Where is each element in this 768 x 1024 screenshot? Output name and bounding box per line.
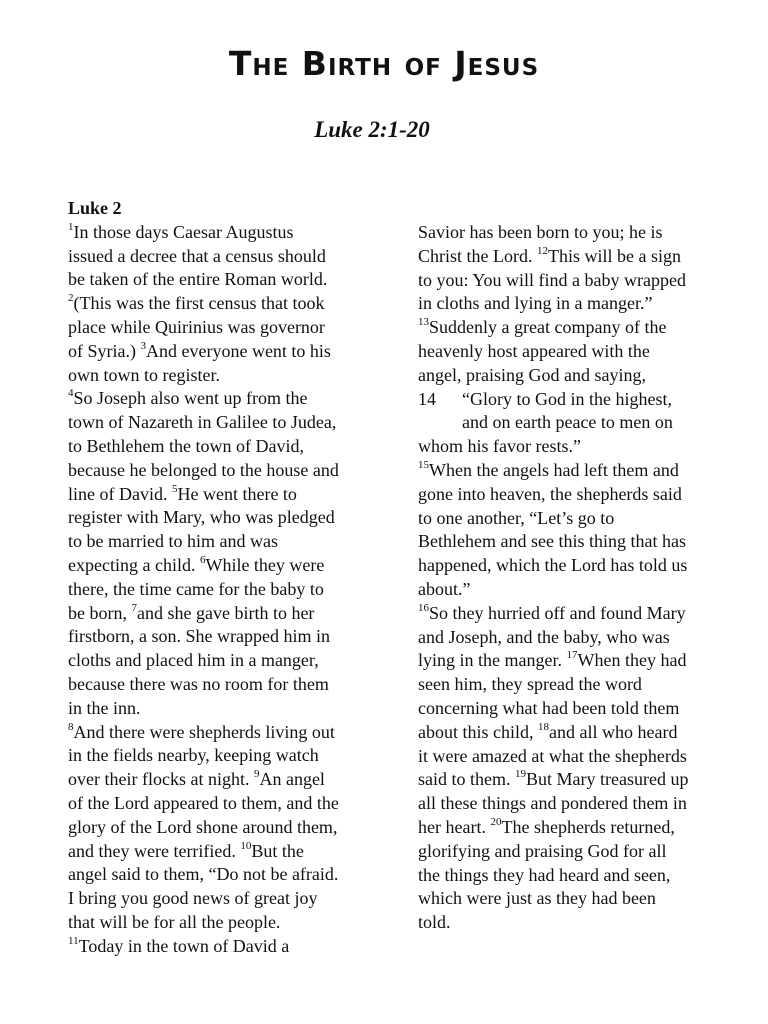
text-line xyxy=(418,840,728,864)
text-line xyxy=(68,411,374,435)
text-line xyxy=(68,506,374,530)
verse-text: This will be a sign xyxy=(548,245,681,266)
text-line xyxy=(68,697,374,721)
text-line xyxy=(68,625,374,649)
verse-text: town of Nazareth in Galilee to Judea, xyxy=(68,412,337,433)
verse-text: said to them. xyxy=(418,769,515,790)
text-line xyxy=(68,840,374,864)
verse-text: to Bethlehem the town of David, xyxy=(68,435,304,456)
text-line xyxy=(68,578,374,602)
verse-text: line of David. xyxy=(68,483,172,504)
verse-text: place while Quirinius was governor xyxy=(68,316,325,337)
verse-text: gone into heaven, the shepherds said xyxy=(418,483,682,504)
text-line xyxy=(68,602,374,626)
verse-number: 2 xyxy=(68,292,74,305)
text-line xyxy=(418,792,728,816)
left-column xyxy=(68,197,374,959)
verse-text: When the angels had left them and xyxy=(429,459,679,480)
text-line xyxy=(418,269,728,293)
verse-text: be taken of the entire Roman world. xyxy=(68,269,328,290)
text-line xyxy=(418,887,728,911)
verse-text: and Joseph, and the baby, who was xyxy=(418,626,670,647)
verse-text: her heart. xyxy=(418,816,491,837)
verse-number: 15 xyxy=(418,458,429,471)
verse-text: to be married to him and was xyxy=(68,531,278,552)
verse-text: of Syria.) xyxy=(68,340,141,361)
verse-text: register with Mary, who was pledged xyxy=(68,507,335,528)
text-line xyxy=(418,411,728,435)
text-line xyxy=(418,554,728,578)
verse-text: Suddenly a great company of the xyxy=(429,317,667,338)
verse-text: (This was the first census that took xyxy=(73,293,325,314)
verse-number: 5 xyxy=(171,482,178,495)
verse-number: 1 xyxy=(68,220,74,233)
text-line xyxy=(418,673,728,697)
text-line xyxy=(418,364,728,388)
text-line xyxy=(68,292,374,316)
text-line xyxy=(68,459,374,483)
text-line xyxy=(418,507,728,531)
verse-text: because there was no room for them xyxy=(68,673,329,694)
verse-text: because he belonged to the house and xyxy=(68,459,339,480)
text-line xyxy=(418,649,728,673)
text-line xyxy=(68,435,374,459)
verse-number: 19 xyxy=(515,768,526,781)
verse-text: which were just as they had been xyxy=(418,888,656,909)
verse-text: to you: You will find a baby wrapped xyxy=(418,269,686,290)
verse-text: In those days Caesar Augustus xyxy=(73,221,294,242)
verse-text: heavenly host appeared with the xyxy=(418,340,650,361)
verse-number: 7 xyxy=(131,601,137,614)
text-line xyxy=(68,387,374,411)
text-line xyxy=(68,483,374,507)
verse-text: firstborn, a son. She wrapped him in xyxy=(68,626,330,647)
text-line xyxy=(68,340,374,364)
verse-text: about.” xyxy=(418,578,471,599)
text-line xyxy=(68,792,374,816)
verse-text: angel, praising God and saying, xyxy=(418,364,646,385)
text-line xyxy=(418,864,728,888)
verse-text: angel said to them, “Do not be afraid. xyxy=(68,864,339,885)
right-column xyxy=(418,221,728,935)
page-title: The Birth of Jesus xyxy=(228,44,540,83)
verse-number: 11 xyxy=(68,934,79,947)
verse-text: And everyone went to his xyxy=(145,340,331,361)
text-line xyxy=(418,626,728,650)
verse-text: that will be for all the people. xyxy=(68,911,281,932)
verse-text: and they were terrified. xyxy=(68,840,241,861)
text-line xyxy=(68,221,374,245)
verse-number: 4 xyxy=(68,387,74,400)
text-line xyxy=(418,340,728,364)
verse-text: lying in the manger. xyxy=(418,650,567,671)
text-line xyxy=(418,316,728,340)
text-line xyxy=(68,816,374,840)
text-line xyxy=(418,530,728,554)
verse-text: in cloths and lying in a manger.” xyxy=(418,293,653,314)
verse-text: over their flocks at night. xyxy=(68,769,254,790)
verse-text: concerning what had been told them xyxy=(418,697,680,718)
verse-text: While they were xyxy=(205,554,325,575)
verse-text: Today in the town of David a xyxy=(78,935,290,956)
text-line xyxy=(418,721,728,745)
verse-text: The shepherds returned, xyxy=(501,816,675,837)
text-line xyxy=(68,364,374,388)
text-line xyxy=(68,744,374,768)
text-line xyxy=(68,268,374,292)
verse-text: own town to register. xyxy=(68,364,220,385)
text-line xyxy=(418,292,728,316)
verse-text: the things they had heard and seen, xyxy=(418,864,671,885)
text-line xyxy=(68,530,374,554)
verse-number: 13 xyxy=(418,316,429,329)
verse-text: And there were shepherds living out xyxy=(73,721,335,742)
verse-text: Savior has been born to you; he is xyxy=(418,222,663,242)
text-line xyxy=(418,388,728,412)
verse-text: in the fields nearby, keeping watch xyxy=(68,745,319,766)
verse-text: happened, which the Lord has told us xyxy=(418,555,688,576)
verse-text: “Glory to God in the highest, xyxy=(462,388,672,409)
chapter-heading: Luke 2 xyxy=(68,198,122,218)
verse-text: cloths and placed him in a manger, xyxy=(68,650,319,671)
verse-text: But the xyxy=(251,840,304,861)
verse-number: 3 xyxy=(140,339,146,352)
verse-text: Bethlehem and see this thing that has xyxy=(418,531,686,552)
verse-number: 8 xyxy=(68,720,74,733)
verse-number: 17 xyxy=(566,649,578,662)
verse-number: 9 xyxy=(253,768,260,781)
verse-text: it were amazed at what the shepherds xyxy=(418,745,687,766)
text-line xyxy=(68,911,374,935)
text-line xyxy=(68,768,374,792)
text-line xyxy=(418,911,728,935)
verse-text: When they had xyxy=(577,650,687,671)
verse-text: whom his favor rests.” xyxy=(418,436,581,457)
verse-text: to one another, “Let’s go to xyxy=(418,507,615,528)
verse-number: 18 xyxy=(538,720,549,733)
verse-text: told. xyxy=(418,912,451,933)
text-line xyxy=(418,483,728,507)
verse-number: 16 xyxy=(418,601,429,614)
verse-text: seen him, they spread the word xyxy=(418,674,642,695)
text-line xyxy=(418,459,728,483)
verse-text: glory of the Lord shone around them, xyxy=(68,816,338,837)
text-line xyxy=(418,745,728,769)
verse-number: 14 xyxy=(418,388,436,409)
text-line xyxy=(68,316,374,340)
verse-text: and all who heard xyxy=(549,721,678,742)
verse-text: about this child, xyxy=(418,721,538,742)
verse-text: So they hurried off and found Mary xyxy=(429,602,686,623)
text-line xyxy=(418,578,728,602)
verse-number: 20 xyxy=(490,815,502,828)
verse-text: Christ the Lord. xyxy=(418,245,537,266)
text-line xyxy=(68,245,374,269)
text-line xyxy=(418,435,728,459)
verse-number: 6 xyxy=(199,553,206,566)
text-line xyxy=(418,602,728,626)
passage-reference: Luke 2:1-20 xyxy=(314,117,430,142)
verse-text: expecting a child. xyxy=(68,554,200,575)
text-line xyxy=(68,935,374,959)
verse-number: 12 xyxy=(537,244,548,257)
verse-text: glorifying and praising God for all xyxy=(418,840,667,861)
text-line xyxy=(418,816,728,840)
verse-text: there, the time came for the baby to xyxy=(68,578,324,599)
verse-text: issued a decree that a census should xyxy=(68,245,326,266)
text-line xyxy=(68,649,374,673)
verse-text: I bring you good news of great joy xyxy=(68,888,318,909)
verse-number: 10 xyxy=(240,839,252,852)
verse-text: An angel xyxy=(259,769,325,790)
verse-text: all these things and pondered them in xyxy=(418,793,687,814)
verse-text: be born, xyxy=(68,602,132,623)
text-line xyxy=(418,697,728,721)
text-line xyxy=(418,245,728,269)
text-line xyxy=(68,721,374,745)
verse-text: in the inn. xyxy=(68,697,141,718)
text-line xyxy=(418,768,728,792)
text-line xyxy=(68,887,374,911)
text-line xyxy=(68,554,374,578)
verse-text: He went there to xyxy=(177,483,297,504)
verse-text: So Joseph also went up from the xyxy=(73,388,308,409)
verse-text: and on earth peace to men on xyxy=(462,412,673,433)
text-line xyxy=(68,863,374,887)
text-line xyxy=(418,221,728,245)
verse-text: and she gave birth to her xyxy=(136,602,315,623)
text-line xyxy=(68,673,374,697)
verse-text: But Mary treasured up xyxy=(526,769,689,790)
verse-text: of the Lord appeared to them, and the xyxy=(68,792,339,813)
